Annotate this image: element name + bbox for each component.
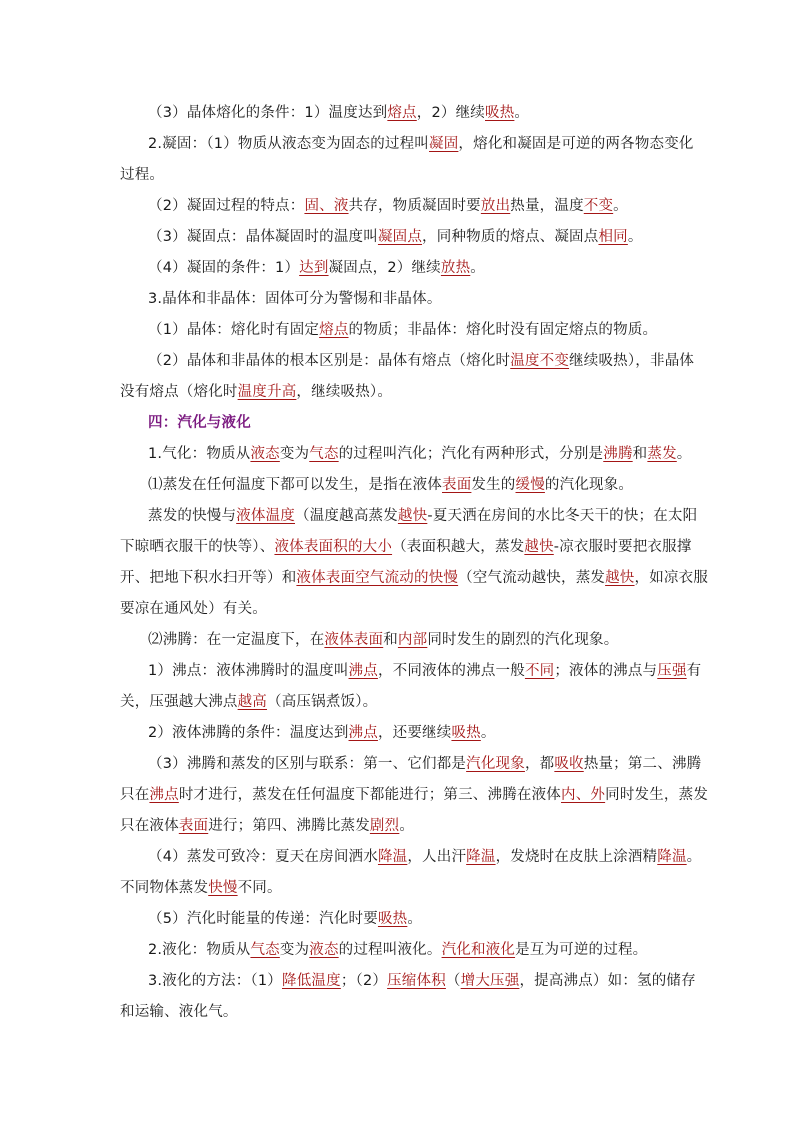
answer-keyword: 达到 <box>299 260 329 276</box>
answer-keyword: 压缩体积 <box>387 973 446 989</box>
text-segment: 。 <box>399 818 415 834</box>
text-line <box>148 258 485 278</box>
text-segment: 1）沸点：液体沸腾时的温度叫 <box>148 663 349 679</box>
text-line <box>120 878 282 898</box>
text-line <box>148 103 529 123</box>
text-line <box>120 537 692 557</box>
text-segment: 热量，温度 <box>510 198 584 214</box>
text-segment: 要凉在通风处）有关。 <box>120 601 267 617</box>
text-segment: 的过程叫液化。 <box>338 942 442 958</box>
text-segment: 1.气化：物质从 <box>148 446 251 462</box>
text-segment: （2）凝固过程的特点： <box>148 198 305 214</box>
text-line <box>148 320 657 340</box>
text-segment: 3.液化的方法：（1） <box>148 973 283 989</box>
text-segment: （3）晶体熔化的条件：1）温度达到 <box>148 105 388 121</box>
answer-keyword: 越快 <box>605 570 635 586</box>
text-segment: 。 <box>676 446 692 462</box>
answer-keyword: 液体表面 <box>324 632 384 648</box>
text-segment: （空气流动越快，蒸发 <box>458 570 606 586</box>
answer-keyword: 沸点 <box>149 787 179 803</box>
text-segment: 2）液体沸腾的条件：温度达到 <box>148 725 349 741</box>
answer-keyword: 熔点 <box>387 105 417 121</box>
answer-keyword: 沸腾 <box>603 446 633 462</box>
answer-keyword: 液体温度 <box>236 508 296 524</box>
text-segment: 。 <box>470 260 485 276</box>
answer-keyword: 快慢 <box>208 880 238 896</box>
text-segment: 不同物体蒸发 <box>120 880 209 896</box>
text-segment: 只在 <box>120 787 150 803</box>
answer-keyword: 熔点 <box>319 322 349 338</box>
answer-keyword: 液体表面空气流动的快慢 <box>296 570 459 586</box>
answer-keyword: 降温 <box>657 849 687 865</box>
answer-keyword: 气态 <box>309 446 339 462</box>
section-heading <box>148 413 251 433</box>
text-segment: 同时发生的剧烈的汽化现象。 <box>427 632 619 648</box>
text-line <box>148 351 694 371</box>
text-line <box>120 816 414 836</box>
answer-keyword: 沸点 <box>348 663 378 679</box>
text-segment: 进行；第四、沸腾比蒸发 <box>208 818 370 834</box>
answer-keyword: 液态 <box>309 942 339 958</box>
text-line <box>120 1002 238 1022</box>
text-segment: （3）沸腾和蒸发的区别与联系：第一、它们都是 <box>148 756 467 772</box>
text-segment: 。 <box>514 105 530 121</box>
text-line <box>148 506 697 526</box>
text-line <box>148 475 633 495</box>
answer-keyword: 缓慢 <box>515 477 545 493</box>
text-line <box>148 971 696 991</box>
answer-keyword: 增大压强 <box>460 973 520 989</box>
text-segment: 。 <box>627 229 643 245</box>
text-line <box>148 940 647 960</box>
text-segment: 是互为可逆的过程。 <box>515 942 648 958</box>
answer-keyword: 沸点 <box>348 725 378 741</box>
text-line <box>120 785 708 805</box>
text-segment: （2）晶体和非晶体的根本区别是：晶体有熔点（熔化时 <box>148 353 511 369</box>
answer-keyword: 吸热 <box>377 911 408 927</box>
text-segment: ，2）继续 <box>416 105 485 121</box>
answer-keyword: 内部 <box>397 632 428 648</box>
answer-keyword: 剧烈 <box>369 818 400 834</box>
answer-keyword: 液态 <box>250 446 280 462</box>
text-segment: ，还要继续 <box>377 725 452 741</box>
text-segment: ，发烧时在皮肤上涂酒精 <box>495 849 658 865</box>
text-segment: ；液体的沸点与 <box>554 663 658 679</box>
answer-keyword: 越高 <box>237 694 268 710</box>
text-segment: ，同种物质的熔点、凝固点 <box>422 229 599 245</box>
answer-keyword: 汽化现象 <box>466 756 525 772</box>
text-segment: （表面积越大，蒸发 <box>392 539 525 555</box>
text-segment: 时才进行，蒸发在任何温度下都能进行；第三、沸腾在液体 <box>178 787 562 803</box>
text-segment: 和运输、液化气。 <box>120 1004 238 1020</box>
text-segment: （4）蒸发可致冷：夏天在房间洒水 <box>148 849 378 865</box>
answer-keyword: 表面 <box>178 818 209 834</box>
text-segment: 关，压强越大沸点 <box>120 694 238 710</box>
text-segment: 。 <box>686 849 702 865</box>
text-line <box>120 165 164 185</box>
text-segment: 没有熔点（熔化时 <box>120 384 238 400</box>
answer-keyword: 凝固点 <box>377 229 423 245</box>
text-segment: （高压锅煮饭）。 <box>267 694 378 710</box>
text-segment: ，人出汗 <box>407 849 467 865</box>
answer-keyword: 降低温度 <box>282 973 341 989</box>
text-segment: （4）凝固的条件：1） <box>148 260 300 276</box>
text-segment: 继续吸热），非晶体 <box>569 353 695 369</box>
text-line <box>148 227 643 247</box>
text-segment: -凉衣服时要把衣服撑 <box>553 539 692 555</box>
text-segment: （1）晶体：熔化时有固定 <box>148 322 320 338</box>
answer-keyword: 降温 <box>377 849 408 865</box>
answer-keyword: 汽化和液化 <box>441 942 516 958</box>
text-line <box>148 754 701 774</box>
text-segment: 蒸发的快慢与 <box>148 508 237 524</box>
text-segment: 。 <box>613 198 628 214</box>
answer-keyword: 放出 <box>480 198 511 214</box>
answer-keyword: 表面 <box>442 477 472 493</box>
answer-keyword: 温度不变 <box>510 353 570 369</box>
answer-keyword: 吸收 <box>554 756 584 772</box>
text-segment: 和 <box>632 446 648 462</box>
text-line <box>148 630 618 650</box>
answer-keyword: 不变 <box>583 198 614 214</box>
answer-keyword: 降温 <box>466 849 496 865</box>
text-segment: ⑵沸腾：在一定温度下，在 <box>148 632 325 648</box>
text-line <box>148 723 496 743</box>
text-line <box>120 568 708 588</box>
text-line <box>120 382 392 402</box>
answer-keyword: 相同 <box>598 229 628 245</box>
text-segment: 的过程叫汽化；汽化有两种形式，分别是 <box>338 446 604 462</box>
text-segment: 只在液体 <box>120 818 179 834</box>
text-segment: 发生的 <box>471 477 516 493</box>
text-segment: （ <box>445 973 461 989</box>
text-segment: 的汽化现象。 <box>544 477 634 493</box>
answer-keyword: 凝固 <box>429 136 459 152</box>
text-segment: 不同。 <box>237 880 282 896</box>
answer-keyword: 温度升高 <box>237 384 297 400</box>
text-line <box>148 134 694 154</box>
text-line <box>148 847 701 867</box>
text-segment: 的物质；非晶体：熔化时没有固定熔点的物质。 <box>348 322 658 338</box>
text-segment: 凝固点，2）继续 <box>328 260 441 276</box>
answer-keyword: 吸热 <box>451 725 481 741</box>
text-segment: -夏天洒在房间的水比冬天干的快；在太阳 <box>427 508 698 524</box>
text-segment: 开、把地下积水扫开等）和 <box>120 570 297 586</box>
text-segment: （3）凝固点：晶体凝固时的温度叫 <box>148 229 378 245</box>
text-segment: 热量；第二、沸腾 <box>583 756 702 772</box>
text-segment: ，熔化和凝固是可逆的两各物态变化 <box>458 136 694 152</box>
text-line <box>148 661 701 681</box>
text-line <box>120 599 267 619</box>
text-line <box>148 196 628 216</box>
text-segment: ；（2） <box>340 973 388 989</box>
text-line <box>148 909 422 929</box>
text-segment: ，继续吸热）。 <box>296 384 393 400</box>
text-segment: 下晾晒衣服干的快等）、 <box>120 539 275 555</box>
text-segment: ，都 <box>524 756 555 772</box>
answer-keyword: 蒸发 <box>647 446 677 462</box>
text-segment: 变为 <box>279 446 310 462</box>
text-segment: 变为 <box>279 942 310 958</box>
answer-keyword: 内、外 <box>561 787 606 803</box>
text-segment: 有 <box>686 663 702 679</box>
text-segment: 。 <box>407 911 423 927</box>
answer-keyword: 固、液 <box>304 198 349 214</box>
text-segment: ，提高沸点）如：氢的储存 <box>519 973 696 989</box>
text-segment: 2.液化：物质从 <box>148 942 251 958</box>
text-segment: 过程。 <box>120 167 165 183</box>
answer-keyword: 吸热 <box>485 105 515 121</box>
text-segment: ，不同液体的沸点一般 <box>377 663 525 679</box>
text-segment: ，如凉衣服 <box>634 570 709 586</box>
text-segment: 。 <box>480 725 496 741</box>
text-segment: 2.凝固：（1）物质从液态变为固态的过程叫 <box>148 136 430 152</box>
text-line <box>148 444 691 464</box>
answer-keyword: 越快 <box>524 539 554 555</box>
text-segment: ⑴蒸发在任何温度下都可以发生，是指在液体 <box>148 477 442 493</box>
answer-keyword: 液体表面积的大小 <box>274 539 393 555</box>
text-segment: （温度越高蒸发 <box>295 508 398 524</box>
answer-keyword: 压强 <box>657 663 687 679</box>
text-segment: 四：汽化与液化 <box>148 415 251 431</box>
text-line <box>120 692 377 712</box>
answer-keyword: 越快 <box>397 508 428 524</box>
text-segment: 同时发生，蒸发 <box>605 787 709 803</box>
answer-keyword: 放热 <box>440 260 471 276</box>
text-segment: 和 <box>383 632 398 648</box>
answer-keyword: 不同 <box>524 663 555 679</box>
answer-keyword: 气态 <box>250 942 280 958</box>
text-line <box>148 289 442 309</box>
text-segment: 3.晶体和非晶体：固体可分为警惕和非晶体。 <box>148 291 442 307</box>
text-segment: 共存，物质凝固时要 <box>348 198 481 214</box>
text-segment: （5）汽化时能量的传递：汽化时要 <box>148 911 378 927</box>
